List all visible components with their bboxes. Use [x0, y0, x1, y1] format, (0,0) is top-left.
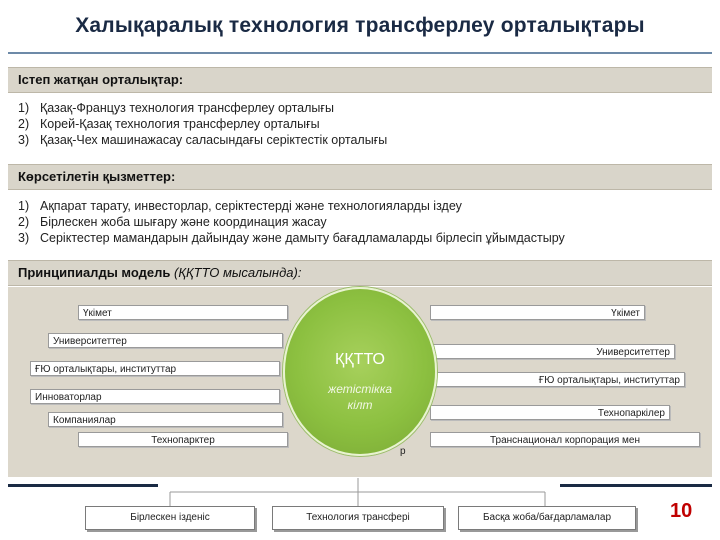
left-box-companies: Компаниялар	[48, 412, 283, 427]
model-header-label: Принципиалды модель (ҚҚТТО мысалында):	[18, 265, 302, 280]
list-item: 2) Корей-Қазақ технология трансферлеу орталығы	[18, 117, 320, 131]
center-title: ҚҚТТО	[335, 351, 385, 368]
page-title: Халықаралық технология трансферлеу орталықтары	[75, 14, 645, 37]
left-box-government: Үкімет	[78, 305, 288, 320]
right-box-technoparks: Технопаркілер	[430, 405, 670, 420]
joint-research-box: Бірлескен ізденіс	[85, 506, 255, 530]
footer-bar-right	[560, 484, 712, 487]
services-header-label: Көрсетілетін қызметтер:	[18, 169, 176, 184]
active-centers-header-label: Істеп жатқан орталықтар:	[18, 72, 184, 87]
right-box-research-centers: ҒЮ орталықтары, институттар	[430, 372, 685, 387]
right-box-transnational: Транснационал корпорация мен	[430, 432, 700, 447]
right-box-government: Үкімет	[430, 305, 645, 320]
footer-bar-left	[8, 484, 158, 487]
list-item: 3) Серіктестер мамандарын дайындау және дамыту бағадламаларды бірлесіп ұйымдастыру	[18, 231, 565, 245]
other-projects-box: Басқа жоба/бағдарламалар	[458, 506, 636, 530]
right-box-universities: Университеттер	[430, 344, 675, 359]
left-box-research-centers: ҒЮ орталықтары, институттар	[30, 361, 280, 376]
tech-transfer-box: Технология трансфері	[272, 506, 444, 530]
left-box-innovators: Инноваторлар	[30, 389, 280, 404]
left-box-technoparks: Технопарктер	[78, 432, 288, 447]
page-number: 10	[670, 500, 693, 522]
left-box-universities: Университеттер	[48, 333, 283, 348]
list-item: 2) Бірлескен жоба шығару және координация жасау	[18, 215, 327, 229]
hidden-label-fragment: р	[400, 446, 406, 457]
list-item: 1) Ақпарат тарату, инвесторлар, серіктестерді және технологияларды іздеу	[18, 199, 462, 213]
list-item: 3) Қазақ-Чех машинажасау саласындағы серіктестік орталығы	[18, 133, 388, 147]
center-subtitle: жетістікка кілт	[327, 382, 393, 412]
list-item: 1) Қазақ-Француз технология трансферлеу орталығы	[18, 101, 334, 115]
